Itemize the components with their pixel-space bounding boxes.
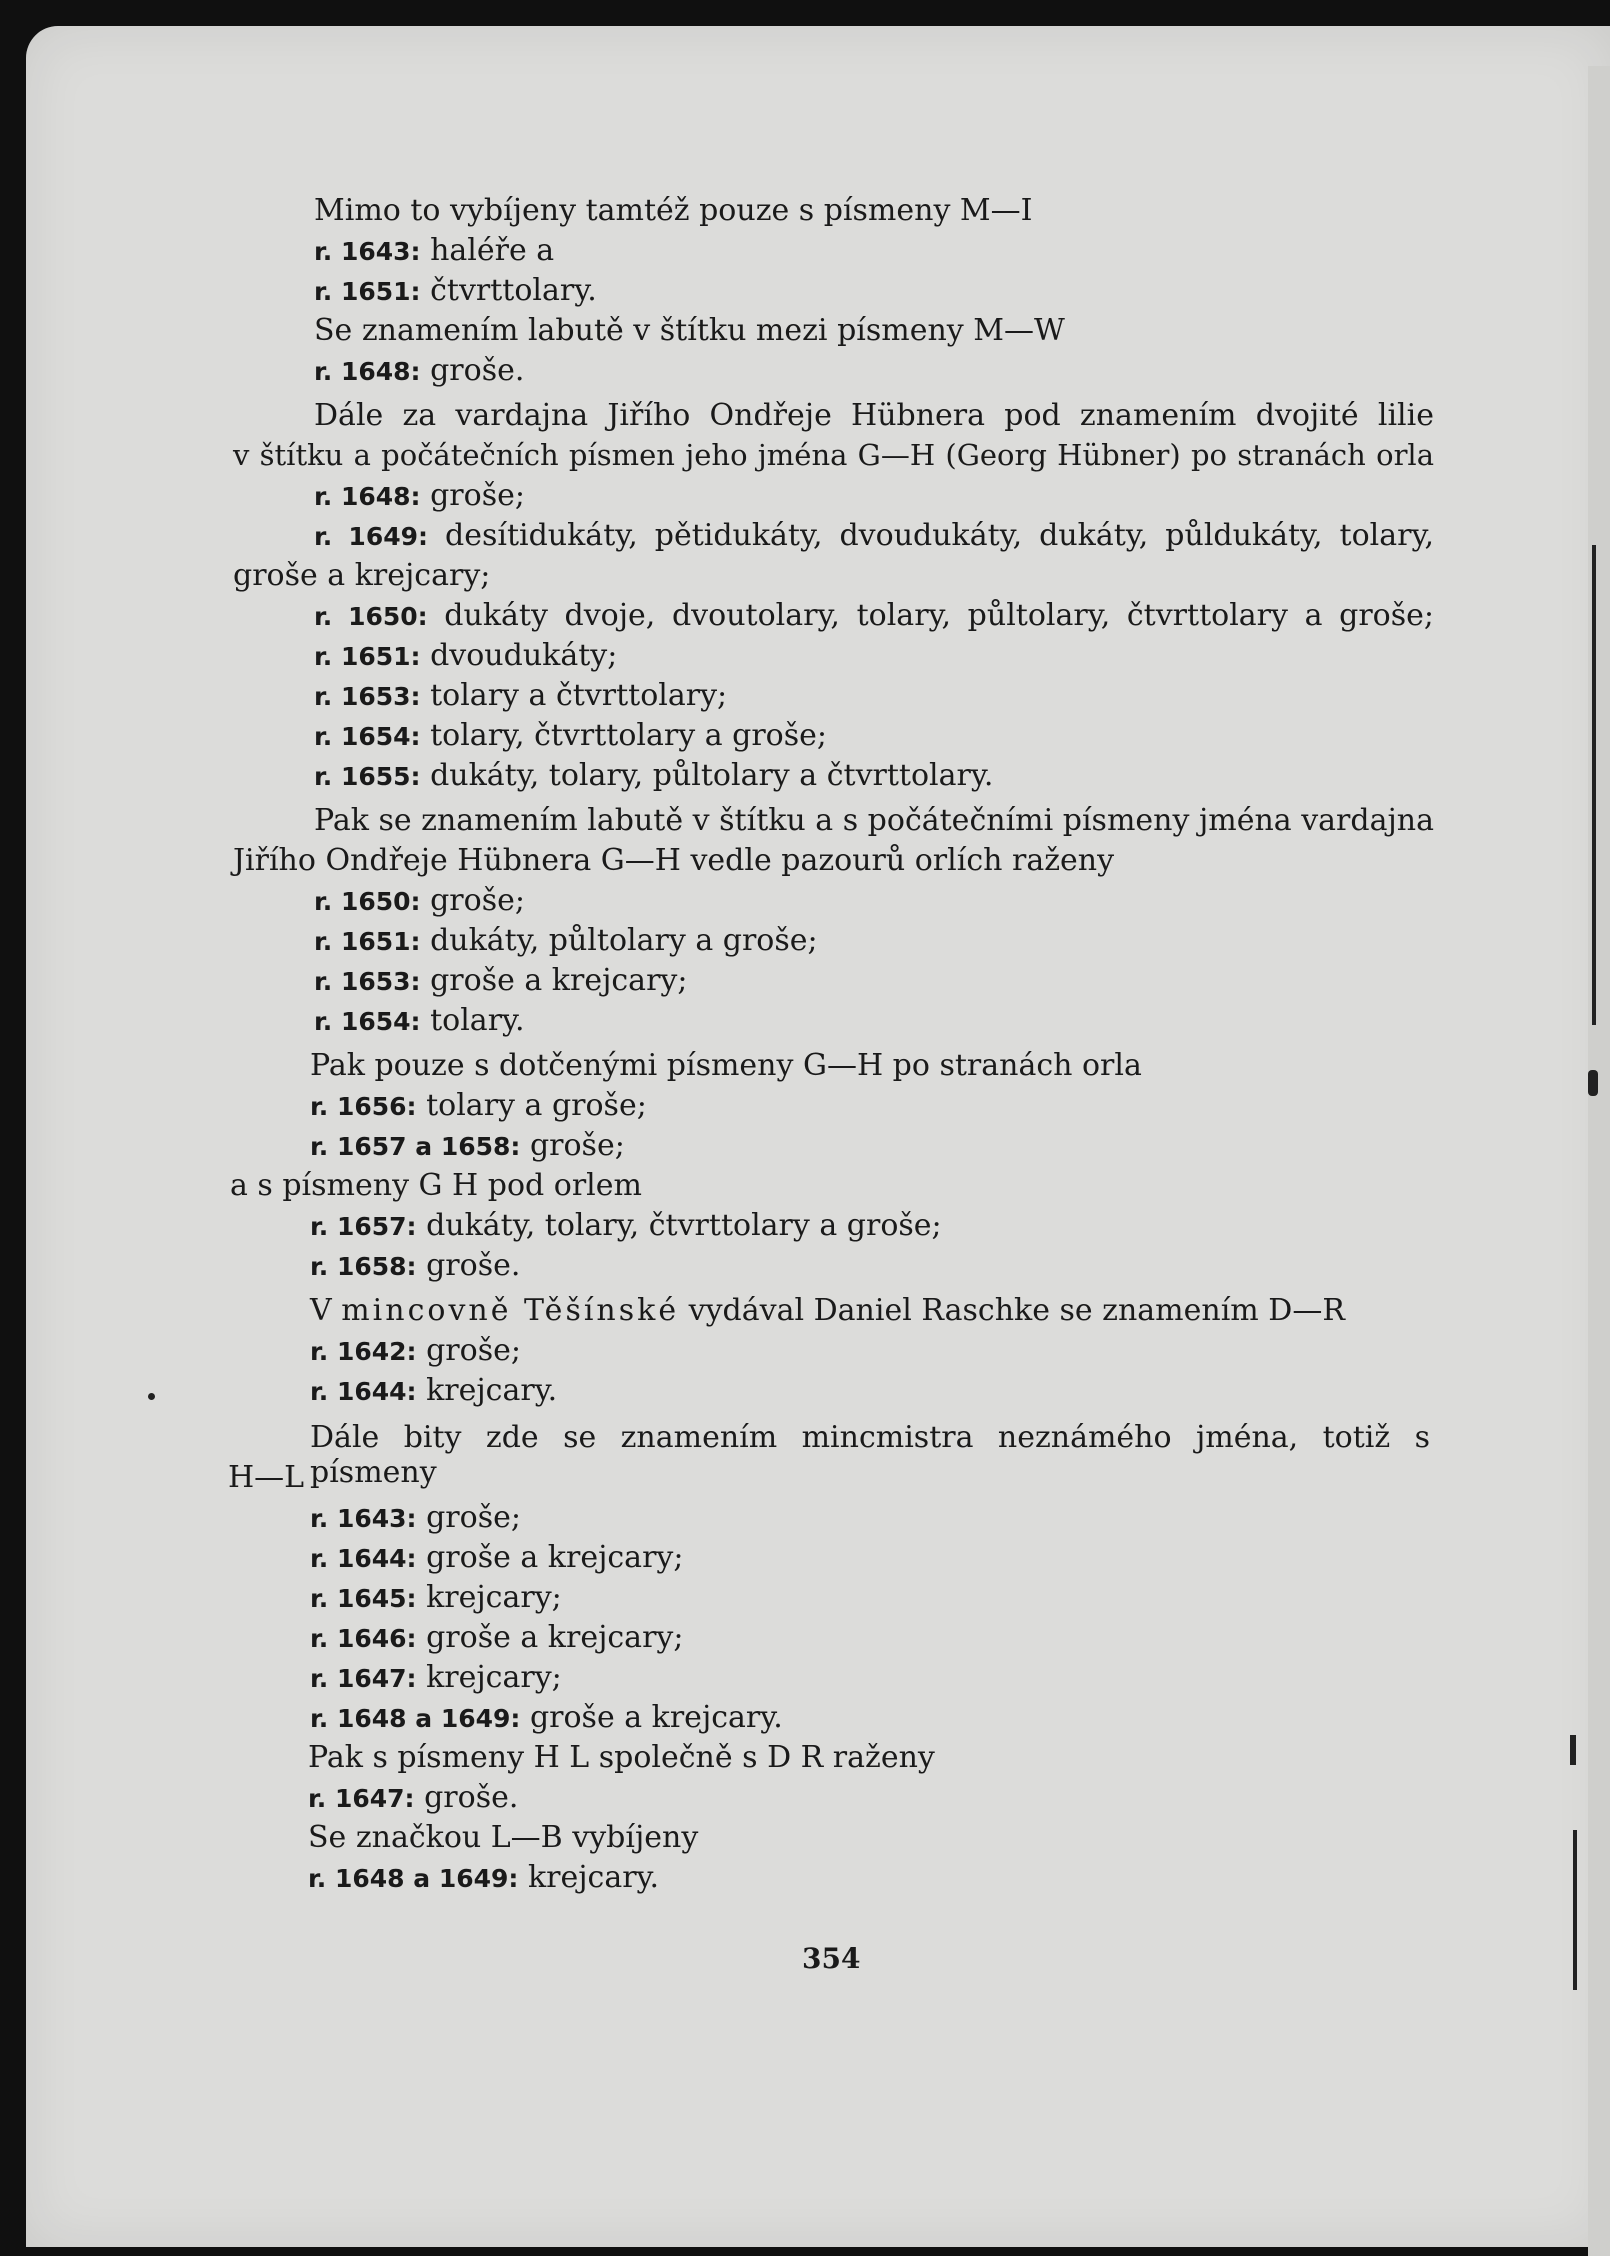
scan-mark — [1573, 1830, 1577, 1990]
year-label: r. 1653: — [314, 682, 421, 711]
entry-text: groše; — [529, 1128, 625, 1163]
entry-text: dukáty, tolary, čtvrttolary a groše; — [426, 1208, 942, 1243]
year-entry — [314, 718, 827, 753]
text-line: Pak se znamením labutě v štítku a s počátečními písmeny jména vardajna — [314, 803, 1434, 838]
year-label: r. 1658: — [310, 1252, 417, 1281]
year-entry — [310, 1660, 562, 1695]
year-entry — [314, 758, 993, 793]
year-label: r. 1647: — [310, 1664, 417, 1693]
text-line: H—L — [228, 1460, 305, 1495]
entry-text: dukáty, půltolary a groše; — [430, 923, 818, 958]
year-label: r. 1648: — [314, 357, 421, 386]
year-entry — [314, 963, 687, 998]
entry-text: čtvrttolary. — [430, 273, 597, 308]
year-entry — [308, 1860, 659, 1895]
entry-text: groše; — [430, 883, 525, 918]
text-line: Dále za vardajna Jiřího Ondřeje Hübnera pod znamením dvojité lilie — [314, 398, 1434, 433]
year-label: r. 1651: — [314, 642, 421, 671]
year-entry — [314, 478, 525, 513]
entry-text: tolary a čtvrttolary; — [430, 678, 728, 713]
entry-text: krejcary; — [426, 1660, 562, 1695]
year-label: r. 1653: — [314, 967, 421, 996]
text-line: a s písmeny G H pod orlem — [230, 1168, 642, 1203]
year-label: r. 1649: — [314, 522, 428, 551]
scan-mark — [148, 1393, 155, 1400]
year-label: r. 1646: — [310, 1624, 417, 1653]
year-entry — [314, 638, 617, 673]
entry-text: dukáty dvoje, dvoutolary, tolary, půltolary, čtvrttolary a groše; — [444, 598, 1434, 633]
year-label: r. 1644: — [310, 1377, 417, 1406]
year-entry — [310, 1500, 521, 1535]
year-label: r. 1643: — [310, 1504, 417, 1533]
book-page — [26, 26, 1610, 2247]
year-entry — [314, 923, 818, 958]
text-line: groše a krejcary; — [233, 558, 491, 593]
entry-text: groše a krejcary; — [426, 1540, 684, 1575]
entry-text: krejcary. — [426, 1373, 558, 1408]
entry-text: groše; — [426, 1500, 521, 1535]
year-label: r. 1648 a 1649: — [308, 1864, 519, 1893]
year-label: r. 1656: — [310, 1092, 417, 1121]
page-number: 354 — [802, 1942, 861, 1975]
text-line: Se znamením labutě v štítku mezi písmeny M—W — [314, 313, 1065, 348]
year-entry — [314, 678, 727, 713]
year-entry — [310, 1333, 521, 1368]
entry-text: groše. — [424, 1780, 519, 1815]
entry-text: groše. — [426, 1248, 521, 1283]
entry-text: groše a krejcary. — [529, 1700, 783, 1735]
year-entry — [310, 1208, 942, 1243]
year-label: r. 1650: — [314, 887, 421, 916]
text-line: v štítku a počátečních písmen jeho jména G—H (Georg Hübner) po stranách orla — [233, 438, 1434, 472]
scan-mark — [1588, 1070, 1598, 1096]
year-label: r. 1651: — [314, 277, 421, 306]
text-line: Pak pouze s dotčenými písmeny G—H po stranách orla — [310, 1048, 1142, 1083]
entry-text: desítidukáty, pětidukáty, dvoudukáty, dukáty, půldukáty, tolary, — [445, 518, 1434, 553]
year-label: r. 1644: — [310, 1544, 417, 1573]
entry-text: groše; — [426, 1333, 521, 1368]
text-line: Pak s písmeny H L společně s D R raženy — [308, 1740, 935, 1775]
entry-text: dvoudukáty; — [430, 638, 618, 673]
text-line: Dále bity zde se znamením mincmistra neznámého jména, totiž s písmeny — [310, 1420, 1430, 1490]
year-entry — [314, 233, 554, 268]
year-entry — [310, 1088, 647, 1123]
year-entry — [308, 1780, 518, 1815]
year-label: r. 1654: — [314, 1007, 421, 1036]
entry-text: krejcary; — [426, 1580, 562, 1615]
entry-text: groše a krejcary; — [426, 1620, 684, 1655]
year-entry — [310, 1540, 683, 1575]
year-label: r. 1647: — [308, 1784, 415, 1813]
scan-mark — [1592, 545, 1596, 1025]
text-line — [310, 1293, 1345, 1328]
text-fragment: V — [310, 1293, 332, 1328]
entry-text: groše; — [430, 478, 525, 513]
year-label: r. 1648: — [314, 482, 421, 511]
year-entry — [310, 1620, 683, 1655]
year-entry — [310, 1580, 562, 1615]
entry-text: haléře a — [430, 233, 555, 268]
year-label: r. 1657 a 1658: — [310, 1132, 521, 1161]
year-label: r. 1655: — [314, 762, 421, 791]
entry-text: krejcary. — [527, 1860, 660, 1895]
year-label: r. 1643: — [314, 237, 421, 266]
page-edge — [1588, 66, 1610, 2256]
text-line: Se značkou L—B vybíjeny — [308, 1820, 699, 1855]
year-entry — [314, 353, 524, 388]
text-fragment-spaced: mincovně Těšínské — [341, 1293, 680, 1328]
year-label: r. 1645: — [310, 1584, 417, 1613]
entry-text: tolary, čtvrttolary a groše; — [430, 718, 827, 753]
scan-mark — [1570, 1735, 1576, 1765]
text-line: Jiřího Ondřeje Hübnera G—H vedle pazourů orlích raženy — [233, 843, 1115, 878]
entry-text: groše. — [430, 353, 525, 388]
year-label: r. 1651: — [314, 927, 421, 956]
text-fragment: vydával Daniel Raschke se znamením D—R — [688, 1293, 1345, 1328]
entry-text: tolary a groše; — [426, 1088, 647, 1123]
year-label: r. 1642: — [310, 1337, 417, 1366]
year-label: r. 1650: — [314, 602, 428, 631]
year-entry — [310, 1373, 557, 1408]
year-entry — [314, 598, 1434, 633]
year-entry — [314, 518, 1434, 553]
year-entry — [310, 1248, 520, 1283]
year-entry — [310, 1128, 625, 1163]
year-entry — [310, 1700, 783, 1735]
entry-text: tolary. — [430, 1003, 525, 1038]
entry-text: dukáty, tolary, půltolary a čtvrttolary. — [430, 758, 994, 793]
year-entry — [314, 1003, 525, 1038]
year-label: r. 1648 a 1649: — [310, 1704, 521, 1733]
text-line: Mimo to vybíjeny tamtéž pouze s písmeny M—I — [314, 193, 1033, 228]
year-label: r. 1654: — [314, 722, 421, 751]
entry-text: groše a krejcary; — [430, 963, 688, 998]
year-entry — [314, 883, 525, 918]
year-entry — [314, 273, 597, 308]
year-label: r. 1657: — [310, 1212, 417, 1241]
